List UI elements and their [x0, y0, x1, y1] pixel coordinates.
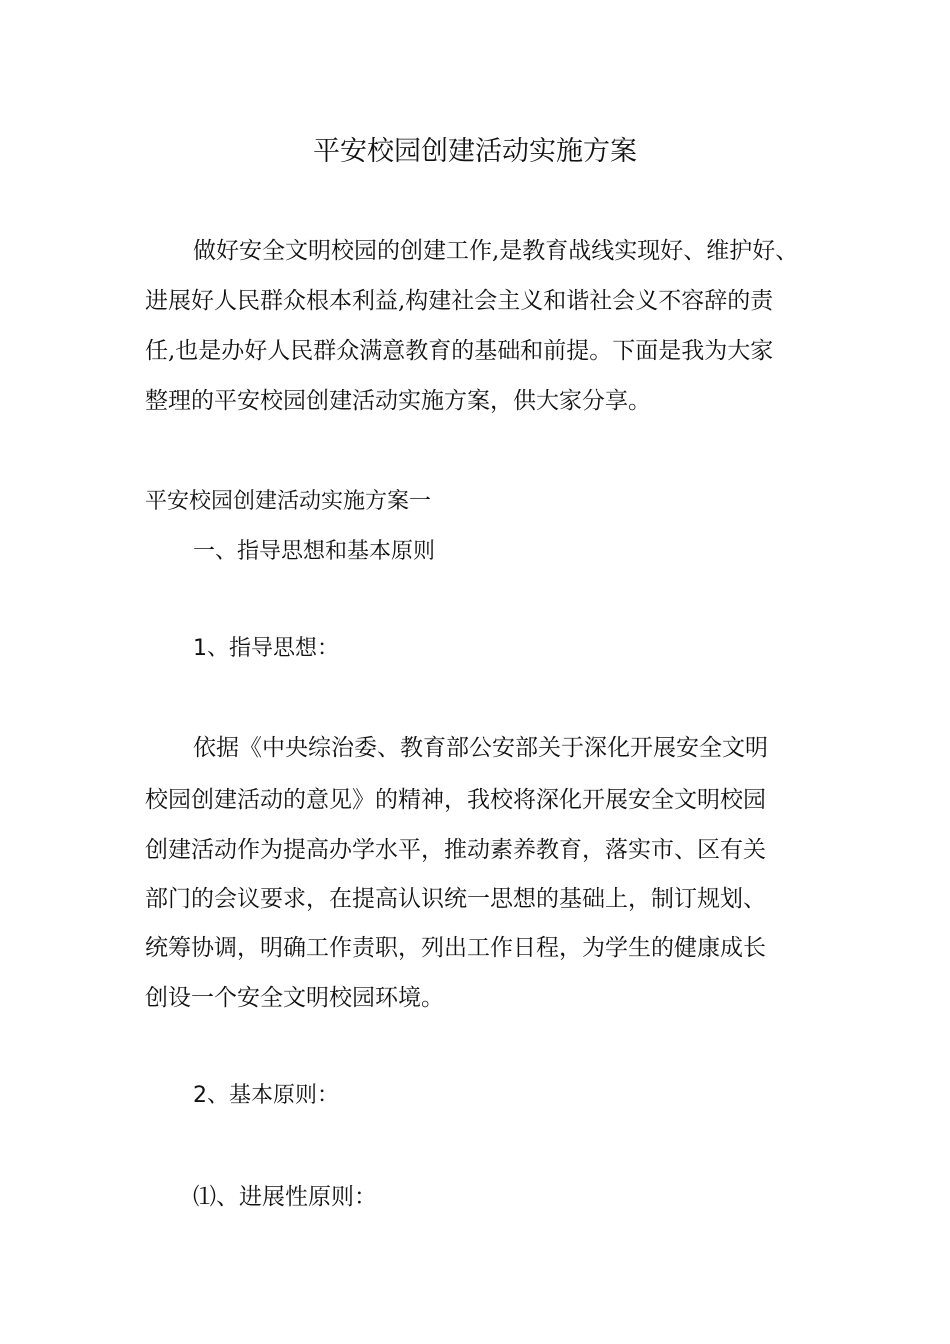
document-title: 平安校园创建活动实施方案: [313, 136, 637, 167]
section-title: 平安校园创建活动实施方案一: [145, 489, 432, 514]
intro-line-4: 整理的平安校园创建活动实施方案，供大家分享。: [145, 388, 651, 414]
item-1-heading: 1、指导思想：: [193, 636, 339, 661]
body-line-5: 统筹协调，明确工作责职，列出工作日程，为学生的健康成长: [145, 935, 766, 961]
item-2-heading: 2、基本原则：: [193, 1083, 339, 1108]
sub-item-1-heading: ⑴、进展性原则：: [193, 1184, 377, 1210]
body-line-1: 依据《中央综治委、教育部公安部关于深化开展安全文明: [193, 735, 768, 761]
intro-line-3: 任,也是办好人民群众满意教育的基础和前提。下面是我为大家: [145, 338, 774, 364]
intro-line-1: 做好安全文明校园的创建工作,是教育战线实现好、维护好、: [193, 238, 799, 264]
body-line-6: 创设一个安全文明校园环境。: [145, 985, 444, 1011]
body-line-3: 创建活动作为提高办学水平，推动素养教育，落实市、区有关: [145, 837, 766, 863]
heading-1: 一、指导思想和基本原则: [193, 539, 436, 564]
intro-line-2: 进展好人民群众根本利益,构建社会主义和谐社会义不容辞的责: [145, 288, 774, 314]
body-line-2: 校园创建活动的意见》的精神，我校将深化开展安全文明校园: [145, 787, 766, 813]
body-line-4: 部门的会议要求，在提高认识统一思想的基础上，制订规划、: [145, 886, 766, 912]
